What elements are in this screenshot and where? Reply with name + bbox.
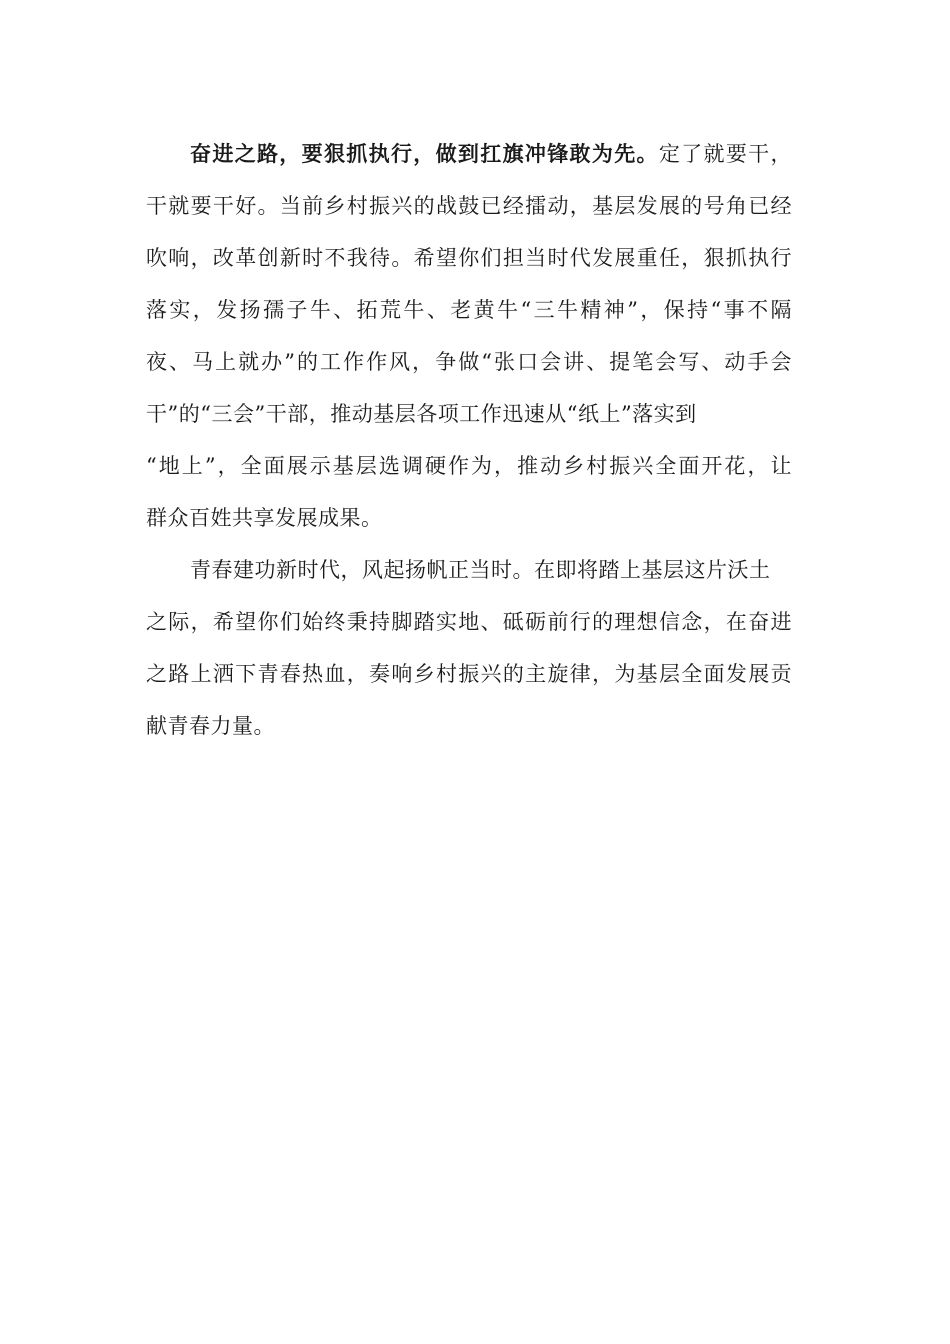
paragraph-line: 干”的“三会”干部，推动基层各项工作迅速从“纸上”落实到 xyxy=(146,402,697,426)
paragraph-1 xyxy=(146,128,792,544)
paragraph-line xyxy=(146,128,792,180)
paragraph-text: 定了就要干， xyxy=(658,142,793,166)
document-body xyxy=(146,128,792,752)
paragraph-line: 之际，希望你们始终秉持脚踏实地、砥砺前行的理想信念，在奋进 xyxy=(146,610,792,634)
paragraph-2 xyxy=(146,544,792,752)
paragraph-line: 干就要干好。当前乡村振兴的战鼓已经擂动，基层发展的号角已经 xyxy=(146,194,792,218)
paragraph-line: 青春建功新时代，风起扬帆正当时。在即将踏上基层这片沃土 xyxy=(190,558,771,582)
paragraph-line: 落实，发扬孺子牛、拓荒牛、老黄牛“三牛精神”，保持“事不隔 xyxy=(146,298,792,322)
paragraph-line: “地上”，全面展示基层选调硬作为，推动乡村振兴全面开花，让 xyxy=(146,454,792,478)
paragraph-bold-lead: 奋进之路，要狠抓执行，做到扛旗冲锋敢为先。 xyxy=(190,142,659,166)
paragraph-line: 之路上洒下青春热血，奏响乡村振兴的主旋律，为基层全面发展贡 xyxy=(146,662,792,686)
paragraph-line: 吹响，改革创新时不我待。希望你们担当时代发展重任，狠抓执行 xyxy=(146,246,792,270)
paragraph-line: 献青春力量。 xyxy=(146,714,275,738)
paragraph-line: 夜、马上就办”的工作作风，争做“张口会讲、提笔会写、动手会 xyxy=(146,350,792,374)
paragraph-line: 群众百姓共享发展成果。 xyxy=(146,506,383,530)
